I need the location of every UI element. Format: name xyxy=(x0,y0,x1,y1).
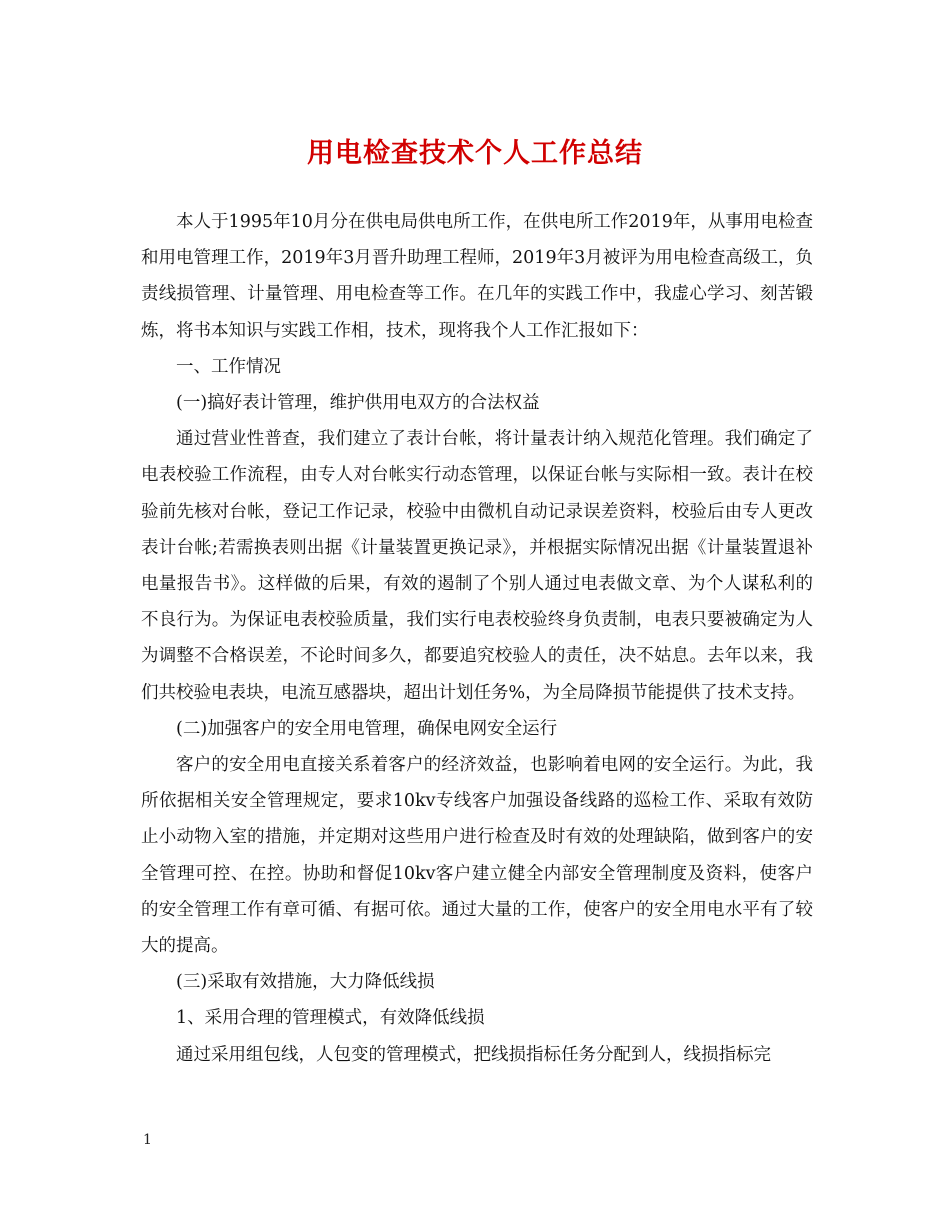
paragraph-intro: 本人于1995年10月分在供电局供电所工作，在供电所工作2019年，从事用电检查和用电管理工作，2019年3月晋升助理工程师，2019年3月被评为用电检查高级工，负责线损管理、计量管理、用电检查等工作。在几年的实践工作中，我虚心学习、刻苦锻炼，将书本知识与实践工作相，技术，现将我个人工作汇报如下： xyxy=(141,212,813,341)
paragraph-management-mode: 通过采用组包线，人包变的管理模式，把线损指标任务分配到人，线损指标完 xyxy=(176,1044,771,1065)
document-title: 用电检查技术个人工作总结 xyxy=(307,138,643,169)
page-number: 1 xyxy=(143,1132,152,1148)
section-heading-work-situation: 一、工作情况 xyxy=(176,356,281,377)
subheading-meter-management: (一)搞好表计管理，维护供用电双方的合法权益 xyxy=(176,393,540,414)
document-body xyxy=(141,204,813,1073)
paragraph-meter-management: 通过营业性普查，我们建立了表计台帐，将计量表计纳入规范化管理。我们确定了电表校验工作流程，由专人对台帐实行动态管理，以保证台帐与实际相一致。表计在校验前先核对台帐，登记工作记录，校验中由微机自动记录误差资料，校验后由专人更改表计台帐;若需换表则出据《计量装置更换记录》，并根据实际情况出据《计量装置退补电量报告书》。这样做的后果，有效的遏制了个别人通过电表做文章、为个人谋私利的不良行为。为保证电表校验质量，我们实行电表校验终身负责制，电表只要被确定为人为调整不合格误差，不论时间多久，都要追究校验人的责任，决不姑息。去年以来，我们共校验电表块，电流互感器块，超出计划任务%，为全局降损节能提供了技术支持。 xyxy=(141,429,813,703)
subheading-management-mode: 1、采用合理的管理模式，有效降低线损 xyxy=(176,1008,485,1029)
subheading-customer-safety: (二)加强客户的安全用电管理，确保电网安全运行 xyxy=(176,718,558,739)
subheading-line-loss: (三)采取有效措施，大力降低线损 xyxy=(176,972,435,993)
paragraph-customer-safety: 客户的安全用电直接关系着客户的经济效益，也影响着电网的安全运行。为此，我所依据相关安全管理规定，要求10kv专线客户加强设备线路的巡检工作、采取有效防止小动物入室的措施，并定期对这些用户进行检查及时有效的处理缺陷，做到客户的安全管理可控、在控。协助和督促10kv客户建立健全内部安全管理制度及资料，使客户的安全管理工作有章可循、有据可依。通过大量的工作，使客户的安全用电水平有了较大的提高。 xyxy=(141,755,813,957)
